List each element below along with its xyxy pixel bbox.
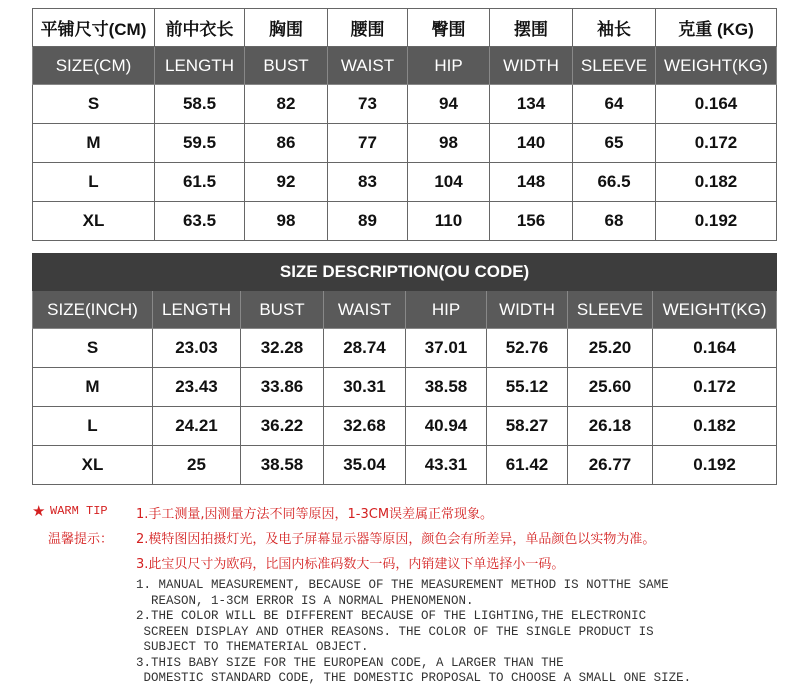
header-cell: SIZE(INCH) (33, 291, 153, 329)
header-cell: BUST (245, 47, 328, 85)
table-cell: 38.58 (406, 368, 487, 407)
table-cell: 26.18 (568, 407, 653, 446)
table-cell: 59.5 (155, 124, 245, 163)
table-cell: 58.27 (487, 407, 568, 446)
header-cell: 胸围 (245, 9, 328, 47)
table-cell: S (33, 329, 153, 368)
table-cell: 43.31 (406, 446, 487, 485)
table-cell: L (33, 163, 155, 202)
table-title: SIZE DESCRIPTION(OU CODE) (33, 254, 777, 291)
table-cell: 32.28 (241, 329, 324, 368)
star-icon: ★ (32, 502, 46, 520)
header-cell: BUST (241, 291, 324, 329)
table-cell: 82 (245, 85, 328, 124)
header-cell: 腰围 (328, 9, 408, 47)
header-cell: WIDTH (490, 47, 573, 85)
en-header-row (33, 291, 777, 329)
header-cell: 前中衣长 (155, 9, 245, 47)
table-cell: 0.192 (656, 202, 777, 241)
table-cell: 36.22 (241, 407, 324, 446)
table-cell: 28.74 (324, 329, 406, 368)
table-cell: 25.20 (568, 329, 653, 368)
table-cell: 23.03 (153, 329, 241, 368)
en-header-row (33, 47, 777, 85)
table-cell: S (33, 85, 155, 124)
table-cell: 73 (328, 85, 408, 124)
table-cell: 24.21 (153, 407, 241, 446)
header-cell: 臀围 (408, 9, 490, 47)
table-cell: 83 (328, 163, 408, 202)
table-cell: L (33, 407, 153, 446)
table-cell: 61.42 (487, 446, 568, 485)
header-cell: 摆围 (490, 9, 573, 47)
table-cell: 26.77 (568, 446, 653, 485)
header-cell: WEIGHT(KG) (653, 291, 777, 329)
zh-tip-label: 温馨提示： (48, 532, 114, 547)
header-cell: LENGTH (153, 291, 241, 329)
table-cell: 65 (573, 124, 656, 163)
table-cell: 38.58 (241, 446, 324, 485)
header-cell: HIP (408, 47, 490, 85)
table-row (33, 85, 777, 124)
table-cell: 35.04 (324, 446, 406, 485)
header-cell: HIP (406, 291, 487, 329)
table-row (33, 202, 777, 241)
table-cell: 0.182 (656, 163, 777, 202)
table-cell: 148 (490, 163, 573, 202)
table-cell: 0.192 (653, 446, 777, 485)
table-cell: 55.12 (487, 368, 568, 407)
table-cell: 0.172 (656, 124, 777, 163)
header-cell: 平铺尺寸(CM) (33, 9, 155, 47)
table-cell: 66.5 (573, 163, 656, 202)
table-row (33, 446, 777, 485)
header-cell: 袖长 (573, 9, 656, 47)
table-cell: 98 (408, 124, 490, 163)
table-cell: 86 (245, 124, 328, 163)
table-cell: 156 (490, 202, 573, 241)
table-cell: 30.31 (324, 368, 406, 407)
table-cell: 0.164 (653, 329, 777, 368)
table-cell: 104 (408, 163, 490, 202)
table-cell: 0.182 (653, 407, 777, 446)
table-cell: 92 (245, 163, 328, 202)
table-cell: 58.5 (155, 85, 245, 124)
table-cell: 25.60 (568, 368, 653, 407)
table-row (33, 407, 777, 446)
table-cell: 98 (245, 202, 328, 241)
table-cell: 32.68 (324, 407, 406, 446)
zh-tip-3: 3.此宝贝尺寸为欧码，比国内标准码数大一码，内销建议下单选择小一码。 (136, 557, 565, 572)
table-cell: 110 (408, 202, 490, 241)
header-cell: WIDTH (487, 291, 568, 329)
zh-tip-1: 1.手工测量,因测量方法不同等原因，1-3CM误差属正常现象。 (136, 507, 494, 522)
table-cell: XL (33, 446, 153, 485)
table-row (33, 329, 777, 368)
header-cell: WAIST (328, 47, 408, 85)
header-cell: SLEEVE (573, 47, 656, 85)
table-cell: 25 (153, 446, 241, 485)
table-cell: 52.76 (487, 329, 568, 368)
table-cell: 68 (573, 202, 656, 241)
table-cell: 33.86 (241, 368, 324, 407)
warm-tip-label: WARM TIP (50, 504, 108, 518)
table-cell: 94 (408, 85, 490, 124)
header-cell: 克重 (KG) (656, 9, 777, 47)
table-cell: 77 (328, 124, 408, 163)
table-row (33, 124, 777, 163)
header-cell: SIZE(CM) (33, 47, 155, 85)
table-cell: 134 (490, 85, 573, 124)
en-tips: 1. MANUAL MEASUREMENT, BECAUSE OF THE MEASUREMENT METHOD IS NOTTHE SAME REASON, 1-3CM ERROR IS A NORMAL PHENOMENON. 2.THE COLOR WILL BE DIFFERENT BECAUSE OF THE LIGHTING,THE ELECTRONIC SCREEN DISPLAY AND OTHER REASONS. THE COLOR OF THE SINGLE PRODUCT IS SUBJECT TO THEMATERIAL OBJECT. 3.THIS BABY SIZE FOR THE EUROPEAN CODE, A LARGER THAN THE DOMESTIC STANDARD CODE, THE DOMESTIC PROPOSAL TO CHOOSE A SMALL ONE SIZE. (136, 578, 692, 685)
table-cell: XL (33, 202, 155, 241)
header-cell: WAIST (324, 291, 406, 329)
table-cell: 140 (490, 124, 573, 163)
table-cell: 0.172 (653, 368, 777, 407)
table-cell: M (33, 368, 153, 407)
table-cell: 89 (328, 202, 408, 241)
table-cell: 37.01 (406, 329, 487, 368)
header-cell: SLEEVE (568, 291, 653, 329)
table-row (33, 163, 777, 202)
table-cell: 61.5 (155, 163, 245, 202)
header-cell: WEIGHT(KG) (656, 47, 777, 85)
table-cell: 64 (573, 85, 656, 124)
table-row (33, 368, 777, 407)
table-cell: 40.94 (406, 407, 487, 446)
header-cell: LENGTH (155, 47, 245, 85)
size-table-inch (32, 253, 777, 485)
zh-header-row (33, 9, 777, 47)
table-cell: M (33, 124, 155, 163)
table-cell: 23.43 (153, 368, 241, 407)
table-cell: 0.164 (656, 85, 777, 124)
table-cell: 63.5 (155, 202, 245, 241)
zh-tip-2: 2.模特图因拍摄灯光，及电子屏幕显示器等原因，颜色会有所差异，单品颜色以实物为准。 (136, 532, 656, 547)
size-table-cm (32, 8, 777, 241)
